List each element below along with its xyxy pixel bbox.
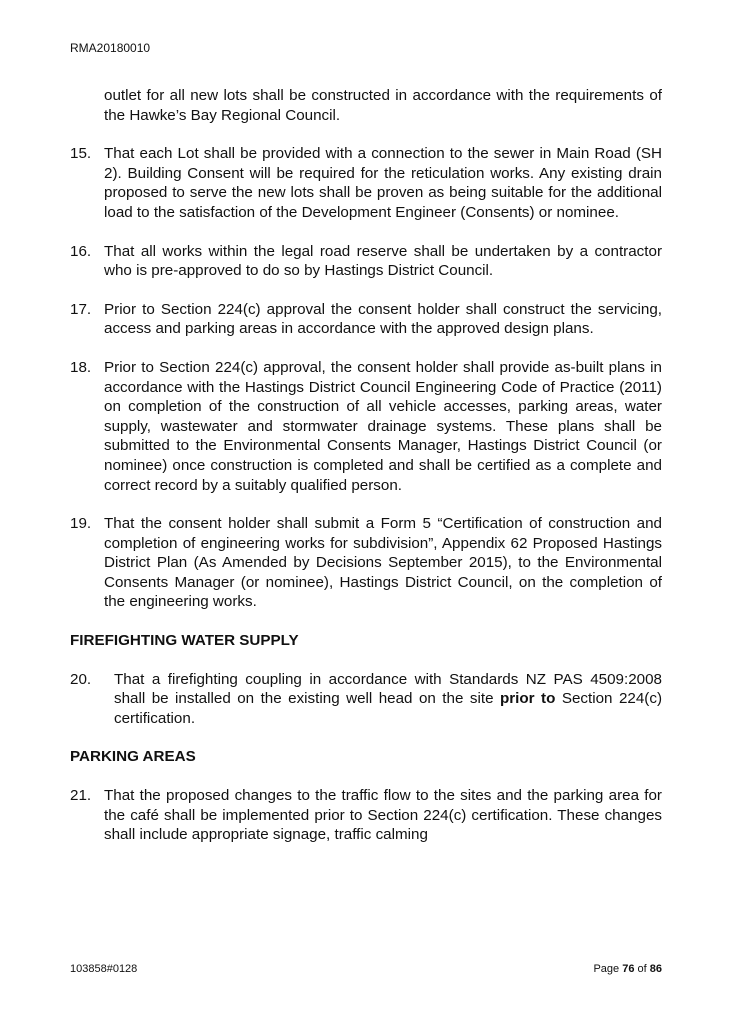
section-heading-parking: PARKING AREAS: [70, 748, 196, 766]
condition-item-19: [70, 514, 662, 612]
item-number: 16.: [70, 242, 92, 260]
document-reference: RMA20180010: [70, 41, 151, 55]
item-text-part: Section 224(c) certification.: [114, 690, 662, 727]
page-of: of: [634, 963, 650, 975]
section-heading-firefighting: FIREFIGHTING WATER SUPPLY: [70, 632, 299, 650]
condition-item-17: [70, 300, 662, 339]
condition-item-20: [70, 670, 662, 729]
condition-item-21: [70, 786, 662, 845]
document-body: [70, 86, 662, 864]
item-text: [114, 670, 662, 729]
item-text: Prior to Section 224(c) approval, the consent holder shall provide as-built plans in accordance with the Hastings District Council Engineering Code of Practice (2011) on completion of the construction of all vehicle accesses, parking areas, water supply, wastewater and stormwater drainage systems. These plans shall be submitted to the Environmental Consents Manager, Hastings District Council (or nominee) once construction is completed and shall be certified as a complete and correct record by a suitably qualified person.: [104, 358, 662, 494]
item-number: 21.: [70, 787, 92, 805]
item-number: 18.: [70, 358, 92, 376]
continuation-paragraph: outlet for all new lots shall be constructed in accordance with the requirements of the Hawke’s Bay Regional Council.: [104, 87, 662, 124]
condition-item-18: [70, 358, 662, 495]
item-text: That each Lot shall be provided with a connection to the sewer in Main Road (SH 2). Building Consent will be required for the reticulation works. Any existing drain proposed to serve the new lots shall be proven as being suitable for the additional load to the satisfaction of the Development Engineer (Consents) or nominee.: [104, 145, 662, 221]
item-number: 20.: [70, 670, 92, 688]
item-text-emphasis: prior to: [499, 690, 556, 708]
item-number: 19.: [70, 515, 92, 533]
condition-item-15: [70, 144, 662, 222]
condition-item-16: [70, 242, 662, 281]
item-number: 17.: [70, 300, 92, 318]
item-text: That the proposed changes to the traffic flow to the sites and the parking area for the café shall be implemented prior to Section 224(c) certification. These changes shall include appropriate signage, traffic calming: [104, 787, 662, 844]
item-text-part: That a firefighting coupling in accordance with Standards NZ PAS 4509:2008 shall be installed on the existing well head on the site: [114, 670, 662, 708]
footer-doc-id: 103858#0128: [70, 963, 138, 975]
item-text: Prior to Section 224(c) approval the consent holder shall construct the servicing, access and parking areas in accordance with the approved design plans.: [104, 300, 662, 338]
item-text: That all works within the legal road reserve shall be undertaken by a contractor who is pre-approved to do so by Hastings District Council.: [104, 242, 662, 280]
page-prefix: Page: [593, 963, 623, 975]
item-number: 15.: [70, 145, 92, 163]
current-page: 76: [622, 963, 635, 975]
total-pages: 86: [649, 963, 662, 975]
item-text: That the consent holder shall submit a Form 5 “Certification of construction and completion of engineering works for subdivision”, Appendix 62 Proposed Hastings District Plan (As Amended by Decisions September 2015), to the Environmental Consents Manager (or nominee), Hastings District Council, on the completion of the engineering works.: [104, 515, 662, 611]
footer-page-number: [593, 963, 662, 975]
